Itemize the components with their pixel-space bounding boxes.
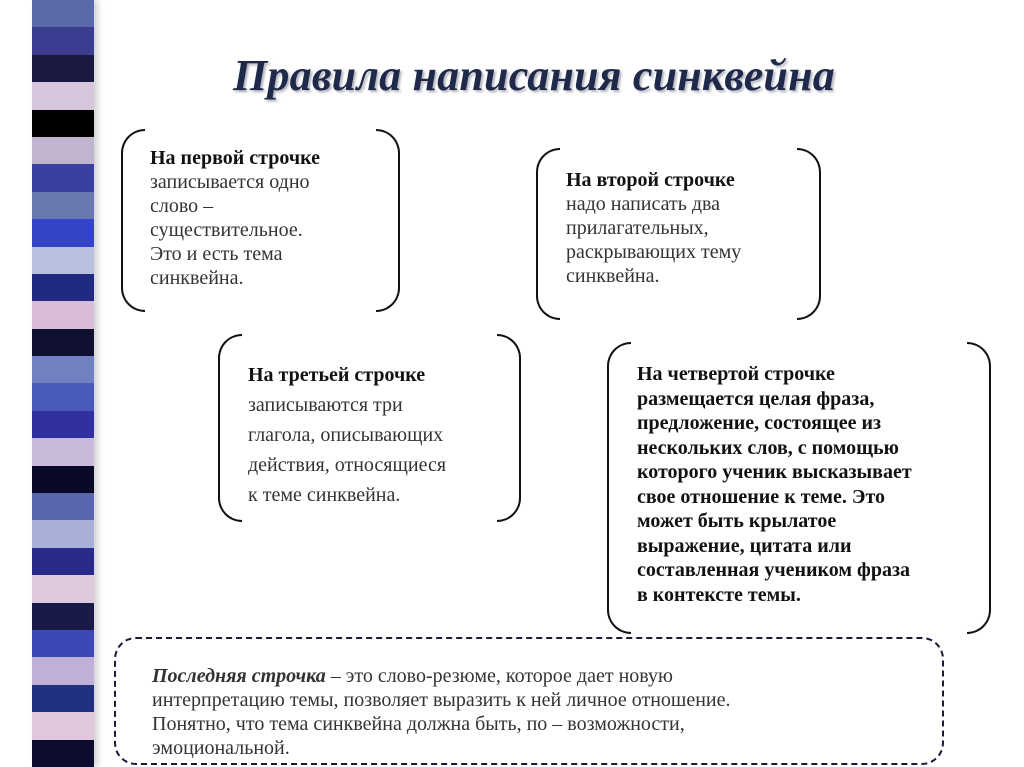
stripe-segment: [32, 685, 94, 712]
bracket-left: [218, 334, 242, 522]
rule-text-line: записываются три: [248, 394, 403, 416]
stripe-segment: [32, 274, 94, 301]
stripe-segment: [32, 575, 94, 602]
rule-text-line: [152, 664, 922, 688]
stripe-segment: [32, 301, 94, 328]
stripe-segment: [32, 55, 94, 82]
rule-heading: На первой строчке: [150, 147, 320, 169]
stripe-segment: [32, 329, 94, 356]
rule-text-line: Это и есть тема: [150, 243, 283, 265]
rule-box-third-line: [218, 334, 521, 522]
stripe-segment: [32, 740, 94, 767]
rule-text-line: синквейна.: [566, 265, 660, 287]
stripe-segment: [32, 548, 94, 575]
stripe-segment: [32, 137, 94, 164]
rule-text-line: прилагательных,: [566, 217, 709, 239]
rule-text-line: к теме синквейна.: [248, 484, 401, 506]
stripe-segment: [32, 630, 94, 657]
rule-text-line: предложение, состоящее из: [637, 412, 882, 434]
rule-box-last-line: [114, 637, 944, 765]
rule-text-line: существительное.: [150, 219, 303, 241]
rule-text-line: эмоциональной.: [152, 737, 290, 759]
rule-text-line: может быть крылатое: [637, 510, 837, 532]
bracket-left: [607, 342, 631, 634]
stripe-segment: [32, 411, 94, 438]
rule-text-line: слово –: [150, 195, 214, 217]
rule-box-first-line: [121, 129, 400, 312]
rule-text-line: Понятно, что тема синквейна должна быть, по – возможности,: [152, 713, 685, 735]
rule-heading: На четвертой строчке: [637, 363, 835, 385]
stripe-segment: [32, 520, 94, 547]
rule-text-line: надо написать два: [566, 193, 721, 215]
page-title: Правила написания синквейна: [233, 51, 835, 100]
stripe-segment: [32, 603, 94, 630]
rule-text-line: глаголa, описывающих: [248, 424, 444, 446]
stripe-segment: [32, 82, 94, 109]
rule-text-line: в контексте темы.: [637, 583, 801, 606]
stripe-segment: [32, 356, 94, 383]
bracket-left: [536, 148, 560, 320]
stripe-segment: [32, 466, 94, 493]
stripe-segment: [32, 164, 94, 191]
bracket-left: [121, 129, 145, 312]
rule-heading: Последняя строчка: [152, 665, 326, 687]
stripe-segment: [32, 192, 94, 219]
rule-heading: На третьей строчке: [248, 364, 426, 386]
rule-text-line: свое отношение к теме. Это: [637, 485, 886, 508]
stripe-segment: [32, 219, 94, 246]
rule-text-fragment: – это слово-резюме, которое дает новую: [325, 665, 673, 687]
stripe-segment: [32, 27, 94, 54]
stripe-segment: [32, 438, 94, 465]
rule-box-second-line: [536, 148, 821, 320]
stripe-segment: [32, 493, 94, 520]
stripe-segment: [32, 657, 94, 684]
rule-text-line: составленная учеником фраза: [637, 559, 911, 581]
stripe-segment: [32, 247, 94, 274]
rule-text-line: действия, относящиеся: [248, 454, 447, 476]
decorative-stripe-bar: [32, 0, 94, 767]
rule-text-line: синквейна.: [150, 267, 244, 289]
rule-text-line: нескольких слов, с помощью: [637, 436, 899, 459]
rule-heading: На второй строчке: [566, 169, 735, 191]
stripe-segment: [32, 383, 94, 410]
stripe-segment: [32, 0, 94, 27]
rule-text-line: раскрывающих тему: [566, 241, 742, 263]
rule-text-line: размещается целая фраза,: [637, 387, 875, 410]
rule-text-line: записывается одно: [150, 171, 310, 193]
rule-text-line: интерпретацию темы, позволяет выразить к ней личное отношение.: [152, 689, 731, 711]
rule-box-fourth-line: [607, 342, 991, 634]
stripe-segment: [32, 712, 94, 739]
rule-text-line: которого ученик высказывает: [637, 461, 912, 483]
rule-text-line: выражение, цитата или: [637, 534, 852, 557]
stripe-segment: [32, 110, 94, 137]
